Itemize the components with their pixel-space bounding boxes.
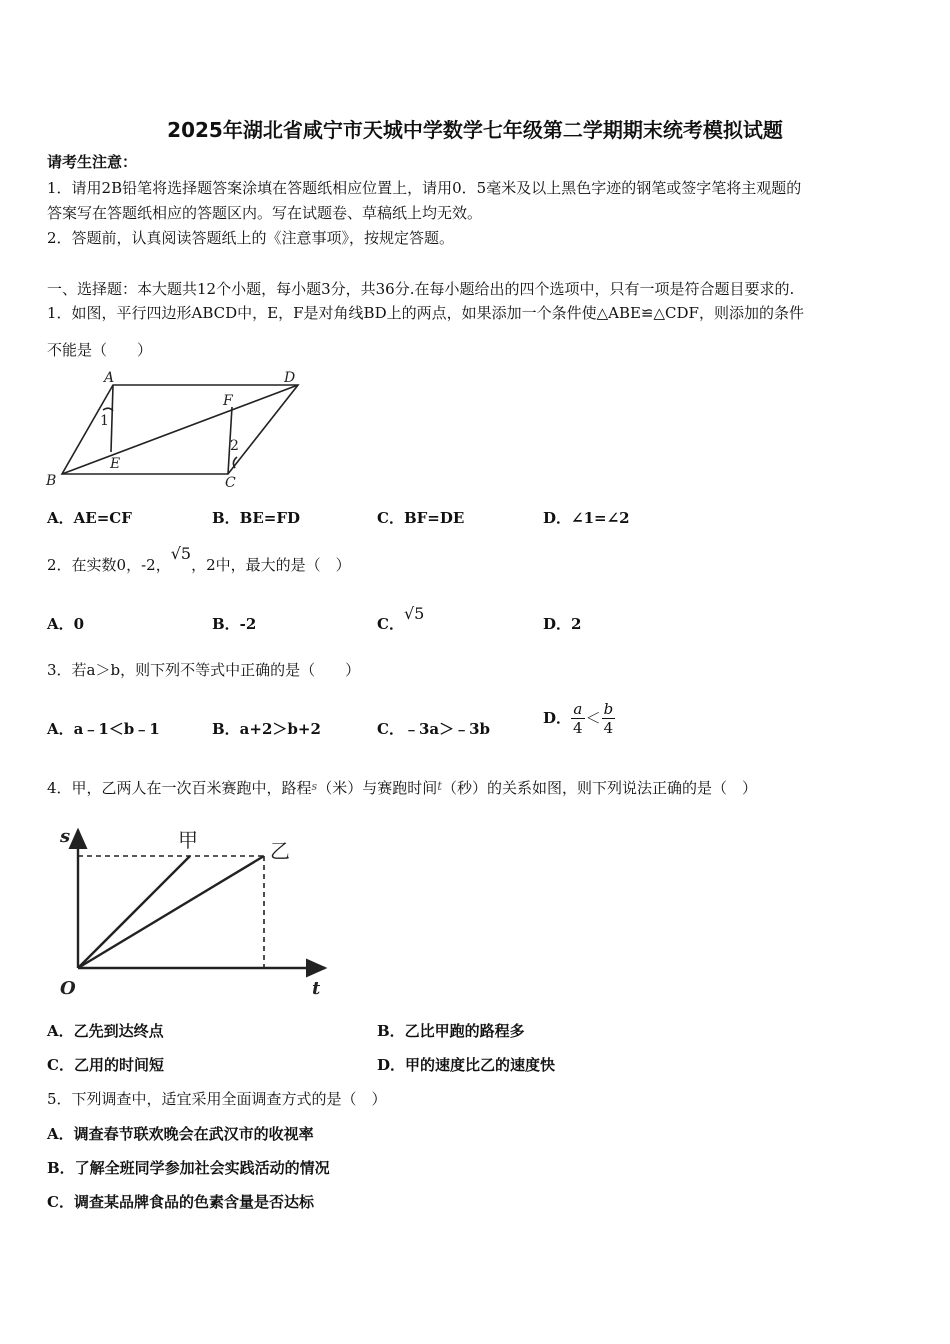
q2-stem-a: 2．在实数0，-2， xyxy=(47,556,171,574)
graph-label-origin: O xyxy=(60,978,76,999)
label-e: E xyxy=(110,456,121,472)
q3-stem: 3．若a＞b，则下列不等式中正确的是（ ） xyxy=(47,661,361,679)
graph-label-jia: 甲 xyxy=(178,828,198,852)
q2-option-c xyxy=(377,604,425,634)
q1-option-a: A．AE=CF xyxy=(47,509,132,527)
q2-option-c-value: √5 xyxy=(403,604,425,623)
q2-stem-b: ，2中，最大的是（ ） xyxy=(191,556,351,574)
q4-option-c: C．乙用的时间短 xyxy=(47,1056,164,1074)
var-t: t xyxy=(437,779,443,793)
q2-stem xyxy=(47,544,351,575)
q3-option-a: A．a﹣1＜b﹣1 xyxy=(47,720,160,738)
q4-option-a: A．乙先到达终点 xyxy=(47,1022,164,1040)
q3-option-c: C．﹣3a＞﹣3b xyxy=(377,720,491,738)
less-than-sign: ＜ xyxy=(585,709,601,727)
segment-ae xyxy=(111,385,113,452)
graph-label-s: s xyxy=(60,826,71,847)
label-c: C xyxy=(225,475,236,490)
q3-option-d xyxy=(543,693,615,743)
notice-line-1: 1．请用2B铅笔将选择题答案涂填在答题纸相应位置上，请用0．5毫米及以上黑色字迹的钢笔或签字笔将主观题的 xyxy=(47,179,802,197)
label-angle-1: 1 xyxy=(100,413,109,429)
q3-option-b: B．a+2＞b+2 xyxy=(212,720,321,738)
q2-sqrt5: √5 xyxy=(170,544,192,563)
q2-option-b: B．-2 xyxy=(212,615,257,633)
fraction-a-over-4: $\frac{a}{4}$ xyxy=(573,699,583,737)
label-a: A xyxy=(104,370,115,386)
q4-stem: 4．甲，乙两人在一次百米赛跑中，路程$^s$（米）与赛跑时间$^t$（秒）的关系如图，则下列说法正确的是（ ） xyxy=(47,779,758,797)
q1-stem-line2: 不能是（ ） xyxy=(47,341,153,359)
q4-option-d: D．甲的速度比乙的速度快 xyxy=(377,1056,556,1074)
race-graph xyxy=(50,820,340,1005)
q1-option-d: D．∠1=∠2 xyxy=(543,509,630,527)
q1-stem-line1: 1．如图，平行四边形ABCD中，E，F是对角线BD上的两点，如果添加一个条件使△ABE≌△CDF，则添加的条件 xyxy=(47,304,804,322)
label-f: F xyxy=(223,393,233,409)
q2-option-d: D．2 xyxy=(543,615,582,633)
q4-option-b: B．乙比甲跑的路程多 xyxy=(377,1022,525,1040)
q1-option-b: B．BE=FD xyxy=(212,509,301,527)
graph-label-yi: 乙 xyxy=(270,839,290,863)
page-title: 2025年湖北省咸宁市天城中学数学七年级第二学期期末统考模拟试题 xyxy=(167,118,783,142)
parallelogram-figure xyxy=(40,365,310,490)
var-s: s xyxy=(311,780,318,793)
q5-option-b: B．了解全班同学参加社会实践活动的情况 xyxy=(47,1159,330,1177)
q1-option-c: C．BF=DE xyxy=(377,509,465,527)
fraction-b-over-4: $\frac{b}{4}$ xyxy=(603,699,614,737)
yi-line xyxy=(78,856,264,968)
notice-heading: 请考生注意： xyxy=(47,153,138,171)
q3-option-d-label: D． xyxy=(543,709,572,727)
notice-line-2: 答案写在答题纸相应的答题区内。写在试题卷、草稿纸上均无效。 xyxy=(47,204,483,222)
label-b: B xyxy=(46,473,57,489)
q5-option-c: C．调查某品牌食品的色素含量是否达标 xyxy=(47,1193,314,1211)
section-heading: 一、选择题：本大题共12个小题，每小题3分，共36分.在每小题给出的四个选项中，只有一项是符合题目要求的. xyxy=(47,280,795,298)
notice-line-3: 2．答题前，认真阅读答题纸上的《注意事项》，按规定答题。 xyxy=(47,229,455,247)
label-angle-2: 2 xyxy=(230,438,239,454)
q2-option-a: A．0 xyxy=(47,615,85,633)
graph-label-t: t xyxy=(312,978,321,999)
q5-option-a: A．调查春节联欢晚会在武汉市的收视率 xyxy=(47,1125,314,1143)
q2-option-c-label: C． xyxy=(377,615,404,633)
q5-stem: 5．下列调查中，适宜采用全面调查方式的是（ ） xyxy=(47,1090,387,1108)
label-d: D xyxy=(284,370,296,386)
